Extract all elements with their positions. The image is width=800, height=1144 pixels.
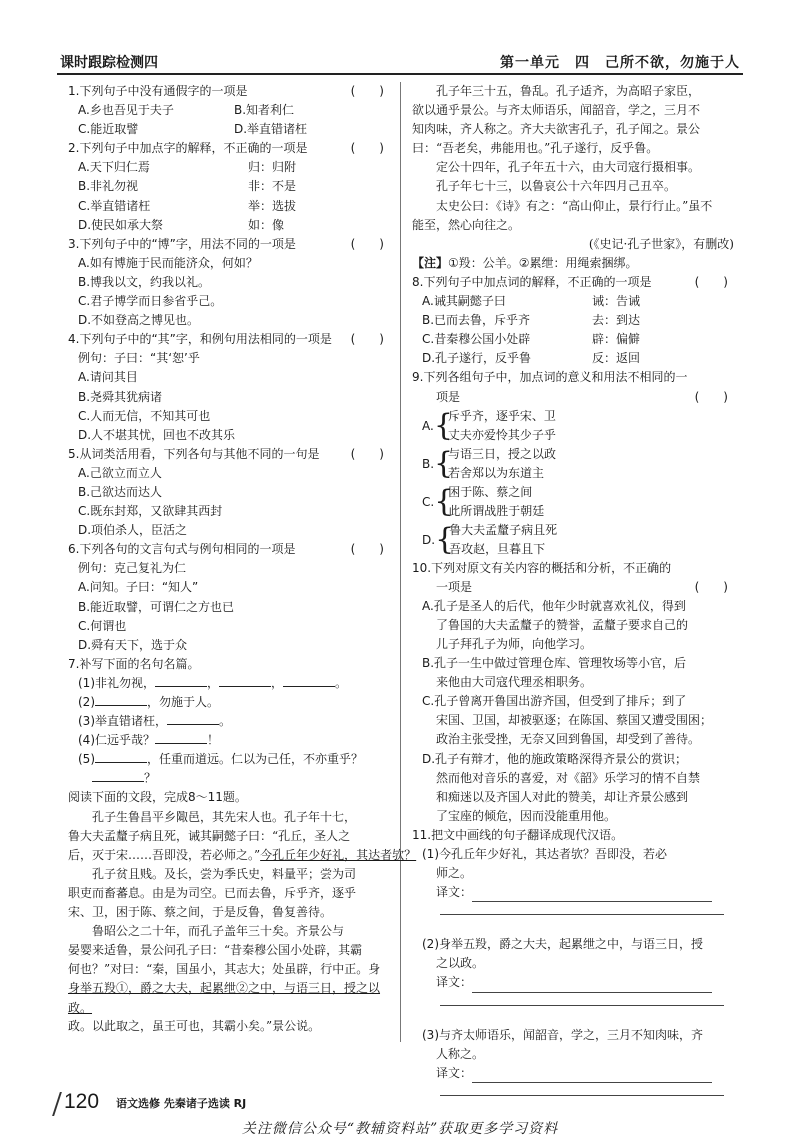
passage-line: 曰：“吾老矣，弗能用也。”孔子遂行，反乎鲁。 <box>412 141 659 156</box>
q11-item: (1)今孔丘年少好礼，其达者欤？吾即没，若必 <box>422 847 667 861</box>
q4-option: B.尧舜其犹病诸 <box>78 389 163 404</box>
q10-option: C.孔子曾离开鲁国出游齐国，但受到了排斥；到了 <box>422 694 687 709</box>
right-column <box>412 82 734 1096</box>
translation-row: 译文： <box>412 973 734 992</box>
q9-option: C. { 困于陈、蔡之间 此所谓战胜于朝廷 <box>422 483 545 519</box>
q10-option: 来他由大司寇代理丞相职务。 <box>436 675 593 690</box>
q10-option: D.孔子有辩才，他的施政策略深得齐景公的赏识； <box>422 751 688 766</box>
translation-row: 译文： <box>412 1064 734 1083</box>
q11-item: 师之。 <box>436 866 473 881</box>
passage-line: 晏婴来适鲁，景公问孔子曰：“昔秦穆公国小处辟，其霸 <box>68 943 363 958</box>
question-10: 10.下列对原文有关内容的概括和分析，不正确的 <box>412 560 672 575</box>
q10-option: A.孔子是圣人的后代，他年少时就喜欢礼仪，得到 <box>422 598 686 613</box>
question-5: 5.从词类活用看，下列各句与其他不同的一句是 ( ) <box>68 446 384 461</box>
translation-row: 译文： <box>412 883 734 902</box>
q6-option: B.能近取譬，可谓仁之方也已 <box>78 599 235 614</box>
passage-line: 政。以此取之，虽王可也，其霸小矣。”景公说。 <box>68 1019 321 1034</box>
q10-option: 宋国、卫国，却被驱逐；在陈国、蔡国又遭受围困； <box>436 713 713 728</box>
q11-item: (3)与齐太师语乐，闻韶音，学之，三月不知肉味，齐 <box>422 1027 704 1042</box>
q2-option: D.使民如承大祭 如：像 <box>78 217 285 232</box>
answer-blank[interactable] <box>95 750 147 763</box>
q10-option: 了宝座的倾危，因而没能重用他。 <box>436 808 617 823</box>
passage-line: 宋、卫，困于陈、蔡之间，于是反鲁，鲁复善待。 <box>68 905 333 920</box>
passage-line: 太史公曰：《诗》有之：“高山仰止，景行行止。”虽不 <box>436 198 713 213</box>
q7-item: (5) ，任重而道远。仁以为己任，不亦重乎？ <box>78 752 364 767</box>
q7-item: (3)举直错诸枉， 。 <box>78 714 232 729</box>
q5-option: D.项伯杀人，臣活之 <box>78 523 188 538</box>
passage-line: 定公十四年，孔子年五十六，由大司寇行摄相事。 <box>436 160 701 175</box>
q10-option: 了鲁国的大夫孟釐子的赞誉，孟釐子要求自己的 <box>436 617 689 632</box>
q3-option: B.博我以文，约我以礼。 <box>78 274 211 289</box>
question-2: 2.下列句子中加点字的解释，不正确的一项是 ( ) <box>68 141 384 156</box>
q7-item: (4)仁远乎哉？ ！ <box>78 733 220 748</box>
q3-option: C.君子博学而日参省乎己。 <box>78 294 223 309</box>
question-4: 4.下列句子中的“其”字，和例句用法相同的一项是 ( ) <box>68 332 384 347</box>
q4-option: A.请问其目 <box>78 370 138 385</box>
passage-line: 欲以通乎景公。与齐太师语乐，闻韶音，学之，三月不 <box>412 103 701 118</box>
question-10: 一项是 ( ) <box>436 579 728 594</box>
question-3: 3.下列句子中的“博”字，用法不同的一项是 ( ) <box>68 236 384 251</box>
page-number: 120 <box>64 1090 100 1113</box>
q2-option: C.举直错诸枉 举：选拔 <box>78 198 297 213</box>
q3-option: D.不如登高之博见也。 <box>78 313 200 328</box>
passage-line: 职吏而畜蕃息。由是为司空。已而去鲁，斥乎齐，逐乎 <box>68 885 357 900</box>
annotation-note: 【注】①羖：公羊。②累绁：用绳索捆绑。 <box>412 255 638 270</box>
question-6: 6.下列各句的文言句式与例句相同的一项是 ( ) <box>68 542 384 557</box>
q10-option: 政治主张受挫，无奈又回到鲁国，却受到了善待。 <box>436 732 701 747</box>
q9-option: B. { 与语三日，授之以政 若舍郑以为东道主 <box>422 445 557 481</box>
translation-line[interactable] <box>440 902 724 915</box>
answer-blank[interactable] <box>92 769 144 782</box>
translation-line[interactable] <box>472 978 712 993</box>
column-divider <box>400 82 401 1042</box>
q11-item: 人称之。 <box>436 1046 485 1061</box>
underlined-sentence: 今孔丘年少好礼，其达者欤？ <box>260 847 417 862</box>
reading-intro: 阅读下面的文段，完成8～11题。 <box>68 790 247 805</box>
passage-line: 孔子贫且贱。及长，尝为季氏史，料量平；尝为司 <box>92 866 357 881</box>
passage-line: 孔子生鲁昌平乡陬邑，其先宋人也。孔子年十七， <box>92 809 357 824</box>
q5-option: C.既东封郑，又欲肆其西封 <box>78 504 223 519</box>
left-column <box>68 82 417 1037</box>
question-9: 9.下列各组句子中，加点词的意义和用法不相同的一 <box>412 370 688 385</box>
q3-option: A.如有博施于民而能济众，何如？ <box>78 255 258 270</box>
q4-option: D.人不堪其忧，回也不改其乐 <box>78 427 236 442</box>
header-rule <box>57 73 743 75</box>
q5-option: B.己欲达而达人 <box>78 484 163 499</box>
source-citation: (《史记·孔子世家》，有删改) <box>588 236 734 251</box>
q10-option: B.孔子一生中做过管理仓库、管理牧场等小官，后 <box>422 656 687 671</box>
q8-option: C.昔秦穆公国小处辟 辟：偏僻 <box>422 332 641 347</box>
question-1: 1.下列句子中没有通假字的一项是 ( ) <box>68 84 384 98</box>
q8-option: A.诫其嗣懿子曰 诫：告诫 <box>422 294 641 309</box>
q8-option: B.已而去鲁，斥乎齐 去：到达 <box>422 313 641 328</box>
q4-option: C.人而无信，不知其可也 <box>78 408 211 423</box>
q6-option: D.舜有天下，选于众 <box>78 637 188 652</box>
promo-footer: 关注微信公众号“教辅资料站”获取更多学习资料 <box>241 1121 559 1137</box>
translation-line[interactable] <box>440 993 724 1006</box>
underlined-sentence: 身举五羖①，爵之大夫，起累绁②之中，与语三日，授之以政。 <box>68 981 381 1015</box>
passage-line: 知肉味，齐人称之。齐大夫欲害孔子，孔子闻之。景公 <box>412 122 701 137</box>
translation-line[interactable] <box>472 1068 712 1083</box>
passage-line: 能至，然心向往之。 <box>412 217 521 232</box>
translation-line[interactable] <box>472 887 712 902</box>
passage-line: 鲁昭公之二十年，而孔子盖年三十矣。齐景公与 <box>92 924 345 939</box>
q9-option: D. { 鲁大夫孟釐子病且死 吾攻赵，旦暮且下 <box>422 521 558 557</box>
passage-line: 鲁大夫孟釐子病且死，诫其嗣懿子曰：“孔丘，圣人之 <box>68 828 351 843</box>
q5-option: A.己欲立而立人 <box>78 465 162 480</box>
passage-line: 孔子年三十五，鲁乱。孔子适齐，为高昭子家臣， <box>436 84 701 98</box>
q6-option: A.问知。子曰：“知人” <box>78 580 199 595</box>
q6-option: C.何谓也 <box>78 618 127 633</box>
q2-option: B.非礼勿视 非：不是 <box>78 179 297 194</box>
passage-line: 何也？”对曰：“秦，国虽小，其志大；处虽辟，行中正。身 <box>68 962 381 977</box>
q10-option: 和痴迷以及齐国人对此的赞美，却让齐景公感到 <box>436 789 689 804</box>
q1-options: A.乡也吾见于夫子 B.知者利仁 <box>78 103 295 118</box>
question-9: 项是 ( ) <box>436 389 728 404</box>
q6-example: 例句：克己复礼为仁 <box>78 561 187 576</box>
q9-option: A. { 斥乎齐，逐乎宋、卫 丈夫亦爱怜其少子乎 <box>422 407 556 443</box>
translation-line[interactable] <box>440 1083 724 1096</box>
answer-blank[interactable] <box>283 674 335 687</box>
answer-blank[interactable] <box>167 712 219 725</box>
q11-item: (2)身举五羖，爵之大夫，起累绁之中，与语三日，授 <box>422 937 704 952</box>
passage-line: 孔子年七十三，以鲁哀公十六年四月己丑卒。 <box>436 179 677 194</box>
answer-blank[interactable] <box>219 674 271 687</box>
book-title: 语文选修 先秦诸子选读 RJ <box>116 1097 247 1110</box>
lesson-title: 课时跟踪检测四 <box>60 55 158 71</box>
q11-item: 之以政。 <box>436 956 485 971</box>
answer-blank[interactable] <box>155 731 207 744</box>
q8-option: D.孔子遂行，反乎鲁 反：返回 <box>422 351 641 366</box>
q4-example: 例句：子曰：“其‘恕’乎 <box>78 351 200 366</box>
question-7: 7.补写下面的名句名篇。 <box>68 656 200 671</box>
unit-title: 第一单元 四 己所不欲，勿施于人 <box>500 55 740 71</box>
q10-option: 然而他对音乐的喜爱，对《韶》乐学习的情不自禁 <box>436 770 701 785</box>
passage-line: 后，灭于宋……吾即没，若必师之。”今孔丘年少好礼，其达者欤？ <box>68 847 417 862</box>
answer-blank[interactable] <box>95 693 147 706</box>
q1-options: C.能近取譬 D.举直错诸枉 <box>78 122 308 137</box>
q7-item: (2) ，勿施于人。 <box>78 695 220 709</box>
question-8: 8.下列句子中加点词的解释，不正确的一项是 ( ) <box>412 274 728 289</box>
q7-item: ？ <box>68 769 390 788</box>
answer-blank[interactable] <box>155 674 207 687</box>
q10-option: 儿子拜孔子为师，向他学习。 <box>436 636 593 651</box>
q7-item: (1)非礼勿视， ， ， 。 <box>78 675 348 690</box>
question-11: 11.把文中画线的句子翻译成现代汉语。 <box>412 827 624 842</box>
q2-option: A.天下归仁焉 归：归附 <box>78 160 297 175</box>
